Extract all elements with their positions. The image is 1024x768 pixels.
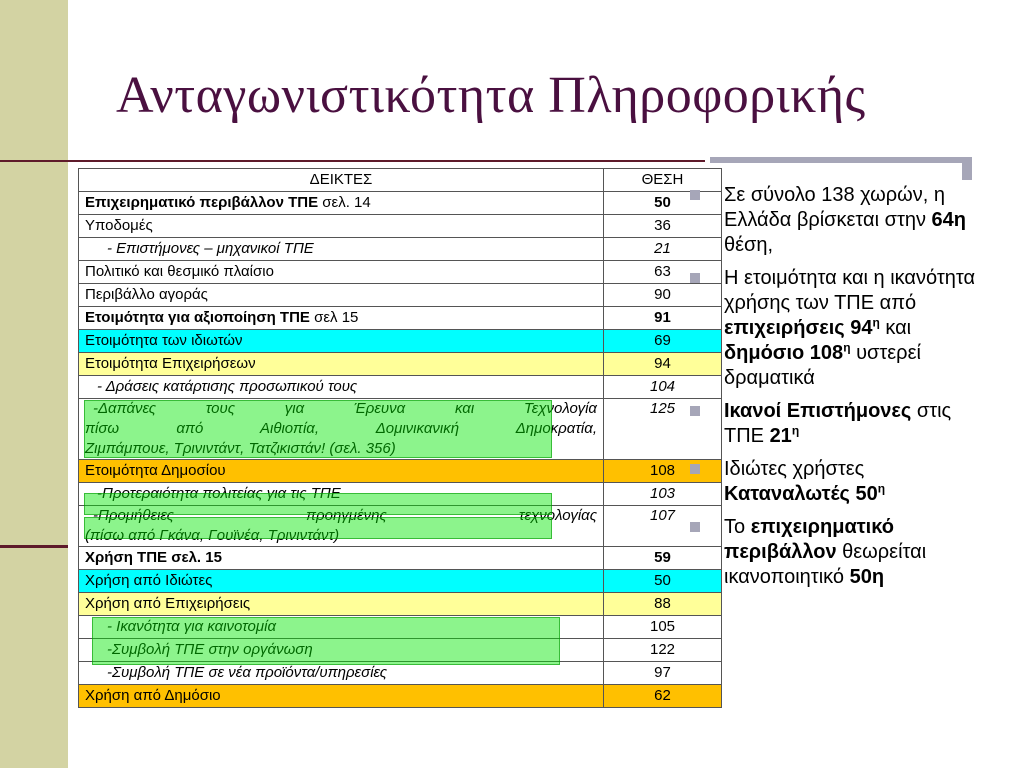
row-value: 103 (604, 483, 722, 506)
row-label: Χρήση από Επιχειρήσεις (79, 593, 604, 616)
row-value: 108 (604, 460, 722, 483)
table-row (79, 307, 722, 330)
slide-title: Ανταγωνιστικότητα Πληροφορικής (116, 67, 866, 124)
row-label: Χρήση ΤΠΕ σελ. 15 (79, 547, 604, 570)
table-row (79, 353, 722, 376)
square-bullet-icon (690, 190, 700, 200)
table-row (79, 192, 722, 215)
row-value: 94 (604, 353, 722, 376)
row-label: Πολιτικό και θεσμικό πλαίσιο (79, 261, 604, 284)
row-label: Ετοιμότητα Δημοσίου (79, 460, 604, 483)
bullet-item: Σε σύνολο 138 χωρών, η Ελλάδα βρίσκεται στην 64η θέση, (690, 183, 990, 258)
title-underline (0, 160, 705, 162)
right-decor-bar (710, 157, 972, 163)
row-value: 69 (604, 330, 722, 353)
table-row (79, 238, 722, 261)
row-label: -Συμβολή ΤΠΕ στην οργάνωση (79, 639, 604, 662)
row-value: 50 (604, 192, 722, 215)
table-row (79, 261, 722, 284)
right-decor-bar-tick (962, 163, 972, 180)
bullet-item: Το επιχειρηματικό περιβάλλον θεωρείται ικανοποιητικό 50η (690, 515, 990, 590)
table-row (79, 547, 722, 570)
row-value: 125 (604, 399, 722, 460)
row-value: 97 (604, 662, 722, 685)
row-label: Χρήση από Ιδιώτες (79, 570, 604, 593)
table-row (79, 460, 722, 483)
row-value: 107 (604, 506, 722, 547)
table-row (79, 685, 722, 708)
square-bullet-icon (690, 464, 700, 474)
bullet-item: Ιδιώτες χρήστες Καταναλωτές $50^\eta$ (690, 457, 990, 507)
table-header-row (79, 169, 722, 192)
bullet-item: Ικανοί Επιστήμονες στις ΤΠΕ $21^\eta$ (690, 399, 990, 449)
table-row (79, 284, 722, 307)
row-value: 21 (604, 238, 722, 261)
square-bullet-icon (690, 406, 700, 416)
row-label: Επιχειρηματικό περιβάλλον ΤΠΕ σελ. 14 (79, 192, 604, 215)
highlight-marker (84, 400, 552, 458)
row-label: Χρήση από Δημόσιο (79, 685, 604, 708)
left-decor-bar (0, 0, 68, 768)
highlight-marker (84, 493, 552, 515)
row-label: -Συμβολή ΤΠΕ σε νέα προϊόντα/υπηρεσίες (79, 662, 604, 685)
row-label: -Προμήθειες προηγμένης τεχνολογίας (πίσω από Γκάνα, Γουϊνέα, Τρινιντάντ) (79, 506, 604, 547)
table-row (79, 570, 722, 593)
row-label: Υποδομές (79, 215, 604, 238)
square-bullet-icon (690, 273, 700, 283)
header-indicators: ΔΕΙΚΤΕΣ (79, 169, 604, 192)
row-value: 105 (604, 616, 722, 639)
header-position: ΘΕΣΗ (604, 169, 722, 192)
row-label: - Δράσεις κατάρτισης προσωπικού τους (79, 376, 604, 399)
row-value: 59 (604, 547, 722, 570)
row-label: -Προτεραιότητα πολιτείας για τις ΤΠΕ (79, 483, 604, 506)
row-value: 122 (604, 639, 722, 662)
highlight-marker (84, 517, 552, 539)
left-decor-stub (0, 545, 68, 548)
table-row (79, 215, 722, 238)
row-value: 88 (604, 593, 722, 616)
row-label: Ετοιμότητα για αξιοποίηση ΤΠΕ σελ 15 (79, 307, 604, 330)
row-label: Ετοιμότητα Επιχειρήσεων (79, 353, 604, 376)
table-row (79, 593, 722, 616)
row-value: 104 (604, 376, 722, 399)
table-row (79, 330, 722, 353)
row-label: - Ικανότητα για καινοτομία (79, 616, 604, 639)
row-label: -Δαπάνες τους για Έρευνα και Τεχνολογία πίσω από Αιθιοπία, Δομινικανική Δημοκρατία, Ζιμπάμπουε, Τρινιντάντ, Τατζικιστάν! (σελ. 356) (79, 399, 604, 460)
row-label: Περιβάλλο αγοράς (79, 284, 604, 307)
highlight-marker (92, 617, 560, 665)
row-value: 50 (604, 570, 722, 593)
row-label: Ετοιμότητα των ιδιωτών (79, 330, 604, 353)
row-value: 90 (604, 284, 722, 307)
bullet-list (690, 183, 990, 598)
row-label: - Επιστήμονες – μηχανικοί ΤΠΕ (79, 238, 604, 261)
bullet-item: Η ετοιμότητα και η ικανότητα χρήσης των ΤΠΕ από επιχειρήσεις $94^\eta$ και δημόσιο $108^\eta$ υστερεί δραματικά (690, 266, 990, 391)
row-value: 36 (604, 215, 722, 238)
square-bullet-icon (690, 522, 700, 532)
table-row (79, 376, 722, 399)
row-value: 91 (604, 307, 722, 330)
row-value: 62 (604, 685, 722, 708)
row-value: 63 (604, 261, 722, 284)
